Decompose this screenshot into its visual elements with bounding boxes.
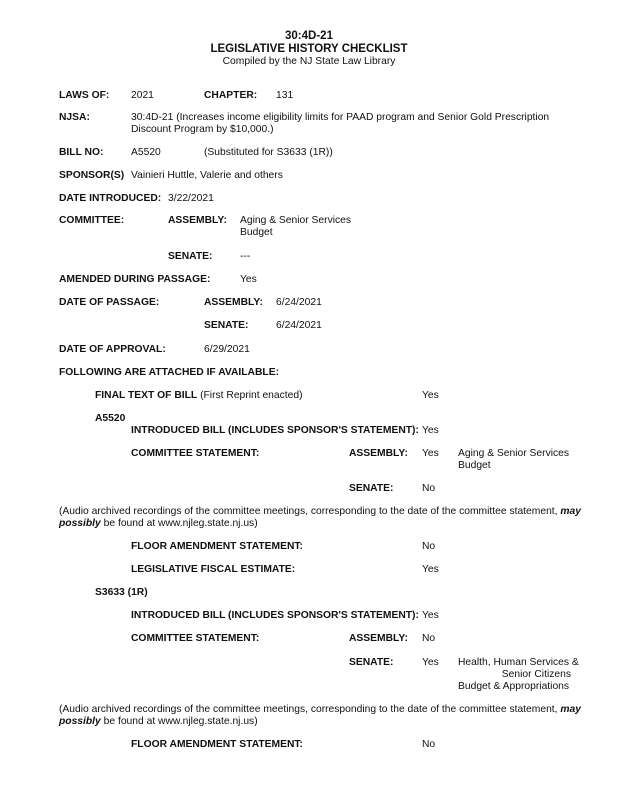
final-text-value: Yes bbox=[422, 390, 439, 401]
bill-no-note: (Substituted for S3633 (1R)) bbox=[204, 147, 333, 158]
s3633-committee-statement-label: COMMITTEE STATEMENT: bbox=[131, 633, 260, 644]
a5520-cs-assembly-committee: Aging & Senior Services bbox=[458, 448, 570, 459]
audio-note bbox=[59, 506, 604, 530]
date-introduced-label: DATE INTRODUCED: bbox=[59, 193, 162, 204]
date-of-passage-label: DATE OF PASSAGE: bbox=[59, 297, 160, 308]
sponsors-value: Vainieri Huttle, Valerie and others bbox=[131, 170, 283, 181]
a5520-cs-senate-label: SENATE: bbox=[349, 483, 394, 494]
s3633-cs-senate-value: Yes bbox=[422, 657, 439, 668]
s3633-floor-value: No bbox=[422, 739, 436, 750]
chapter-value: 131 bbox=[276, 90, 294, 101]
s3633-cs-senate-committee: Budget & Appropriations bbox=[458, 681, 570, 692]
document-citation: 30:4D-21 bbox=[285, 30, 333, 42]
bill-no-label: BILL NO: bbox=[59, 147, 104, 158]
audio-note-pre: (Audio archived recordings of the committee meetings, corresponding to the date of the committee statement, bbox=[59, 704, 558, 715]
a5520-fiscal-label: LEGISLATIVE FISCAL ESTIMATE: bbox=[131, 564, 296, 575]
final-text-label: FINAL TEXT OF BILL bbox=[95, 390, 198, 401]
a5520-introduced-label: INTRODUCED BILL (INCLUDES SPONSOR'S STATEMENT): bbox=[131, 425, 419, 436]
committee-senate-label: SENATE: bbox=[168, 251, 213, 262]
a5520-introduced-value: Yes bbox=[422, 425, 439, 436]
s3633-cs-senate-committee: Senior Citizens bbox=[501, 669, 571, 680]
compiled-by: Compiled by the NJ State Law Library bbox=[222, 56, 396, 67]
committee-assembly-label: ASSEMBLY: bbox=[168, 215, 227, 226]
passage-senate-value: 6/24/2021 bbox=[276, 320, 322, 331]
date-of-approval-label: DATE OF APPROVAL: bbox=[59, 344, 166, 355]
s3633-cs-senate-label: SENATE: bbox=[349, 657, 394, 668]
attached-heading: FOLLOWING ARE ATTACHED IF AVAILABLE: bbox=[59, 367, 280, 378]
amended-label: AMENDED DURING PASSAGE: bbox=[59, 274, 211, 285]
committee-senate-value: --- bbox=[240, 251, 251, 262]
audio-note-post: be found at www.njleg.state.nj.us) bbox=[103, 518, 258, 529]
document-title: LEGISLATIVE HISTORY CHECKLIST bbox=[210, 43, 408, 55]
audio-note-emphasis: may possibly bbox=[59, 506, 581, 529]
audio-note bbox=[59, 704, 604, 728]
s3633-introduced-label: INTRODUCED BILL (INCLUDES SPONSOR'S STATEMENT): bbox=[131, 610, 419, 621]
laws-of-label: LAWS OF: bbox=[59, 90, 110, 101]
audio-note-emphasis: may possibly bbox=[59, 704, 581, 727]
s3633-cs-assembly-value: No bbox=[422, 633, 436, 644]
a5520-floor-value: No bbox=[422, 541, 436, 552]
njsa-value: 30:4D-21 (Increases income eligibility limits for PAAD program and Senior Gold Prescription Discount Program by $10,000.) bbox=[131, 112, 550, 135]
a5520-cs-senate-value: No bbox=[422, 483, 436, 494]
final-text-note: (First Reprint enacted) bbox=[200, 390, 303, 401]
a5520-cs-assembly-value: Yes bbox=[422, 448, 439, 459]
a5520-committee-statement-label: COMMITTEE STATEMENT: bbox=[131, 448, 260, 459]
audio-note-pre: (Audio archived recordings of the committee meetings, corresponding to the date of the committee statement, bbox=[59, 506, 558, 517]
committee-label: COMMITTEE: bbox=[59, 215, 125, 226]
a5520-floor-label: FLOOR AMENDMENT STATEMENT: bbox=[131, 541, 303, 552]
njsa-label: NJSA: bbox=[59, 112, 90, 123]
date-of-approval-value: 6/29/2021 bbox=[204, 344, 250, 355]
chapter-label: CHAPTER: bbox=[204, 90, 258, 101]
date-introduced-value: 3/22/2021 bbox=[168, 193, 214, 204]
s3633-floor-label: FLOOR AMENDMENT STATEMENT: bbox=[131, 739, 303, 750]
committee-assembly-value: Aging & Senior Services bbox=[240, 215, 352, 226]
a5520-heading: A5520 bbox=[95, 413, 126, 424]
passage-assembly-value: 6/24/2021 bbox=[276, 297, 322, 308]
passage-assembly-label: ASSEMBLY: bbox=[204, 297, 263, 308]
a5520-cs-assembly-committee: Budget bbox=[458, 460, 491, 471]
final-text-row bbox=[95, 390, 303, 402]
s3633-introduced-value: Yes bbox=[422, 610, 439, 621]
a5520-fiscal-value: Yes bbox=[422, 564, 439, 575]
s3633-cs-assembly-label: ASSEMBLY: bbox=[349, 633, 408, 644]
sponsors-label: SPONSOR(S) bbox=[59, 170, 125, 181]
s3633-heading: S3633 (1R) bbox=[95, 587, 148, 598]
a5520-cs-assembly-label: ASSEMBLY: bbox=[349, 448, 408, 459]
committee-assembly-value: Budget bbox=[240, 227, 273, 238]
passage-senate-label: SENATE: bbox=[204, 320, 249, 331]
s3633-cs-senate-committee: Health, Human Services & bbox=[458, 657, 579, 668]
laws-of-value: 2021 bbox=[131, 90, 154, 101]
bill-no-value: A5520 bbox=[131, 147, 161, 158]
audio-note-post: be found at www.njleg.state.nj.us) bbox=[103, 716, 258, 727]
amended-value: Yes bbox=[240, 274, 257, 285]
